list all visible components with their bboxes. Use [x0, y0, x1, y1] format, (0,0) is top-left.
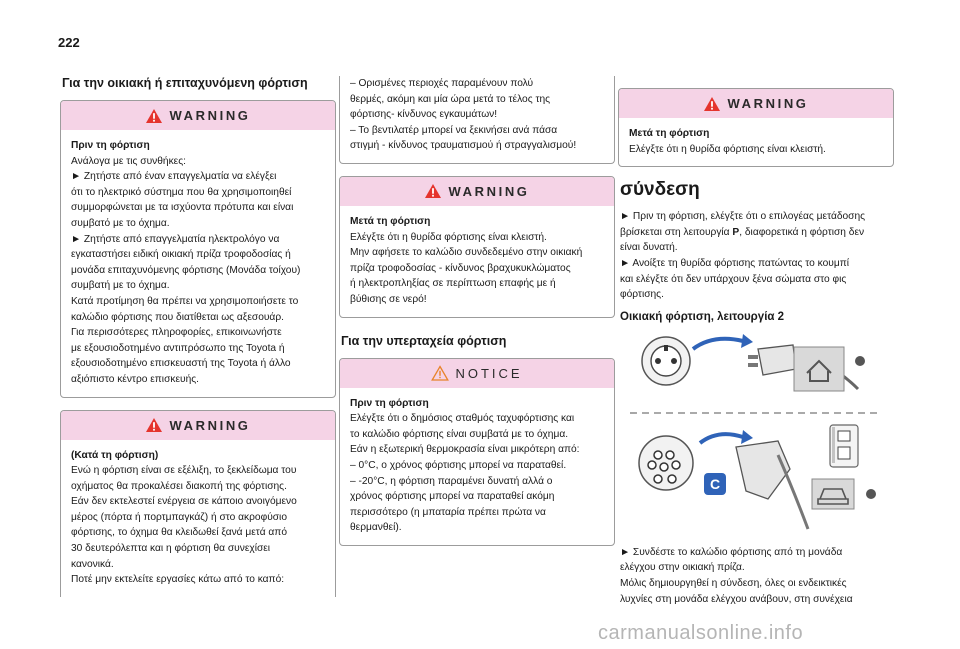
text-fragment: βρίσκεται στη λειτουργία [620, 226, 730, 238]
text-line: θερμές, ακόμη και μία ώρα μετά το τέλος της [350, 93, 551, 105]
text-line: φόρτισης. [620, 289, 664, 301]
column-1 [60, 76, 336, 609]
charging-illustration [618, 329, 894, 539]
text-line: Κατά προτίμηση θα πρέπει να χρησιμοποιήσετε το [71, 295, 299, 307]
warning-body [619, 118, 893, 166]
notice-header [340, 359, 614, 388]
watermark: carmanualsonline.info [598, 622, 804, 644]
warning-body [61, 130, 335, 397]
section-title-connection: σύνδεση [620, 179, 700, 201]
text-line: Ελέγξτε ότι η θυρίδα φόρτισης είναι κλειστή. [629, 143, 826, 155]
text-line: μονάδα επιταχυνόμενης φόρτισης (Μονάδα τοίχου) [71, 264, 301, 276]
text-line: το καλώδιο φόρτισης είναι συμβατά με το όχημα. [350, 428, 569, 440]
warning-body [61, 440, 335, 597]
warning-box-before-charging [60, 100, 336, 398]
text-line: στιγμή - κίνδυνος τραυματισμού ή στραγγαλισμού! [350, 140, 577, 152]
text-line: περισσότερο (η μπαταρία πρέπει πρώτα να [350, 506, 546, 518]
charging-diagram-svg [618, 329, 894, 539]
warning-header [340, 177, 614, 206]
warning-header [61, 411, 335, 440]
text-line: Μην αφήσετε το καλώδιο συνδεδεμένο στην οικιακή [350, 247, 583, 259]
text-line: αξιόπιστο κέντρο επισκευής. [71, 373, 199, 385]
text-line: λυχνίες στη μονάδα ελέγχου ανάβουν, στη συνέχεια [620, 593, 853, 605]
text-line: ή ηλεκτροπληξίας σε περίπτωση επαφής με ή [350, 278, 556, 290]
control-unit-icon [830, 425, 858, 467]
warning-title: (Κατά τη φόρτιση) [71, 449, 159, 461]
charging-gun-icon [736, 441, 808, 529]
text-line: οχήματος θα προκαλέσει διακοπή της φόρτισης. [71, 480, 287, 492]
text-line: χρόνος φόρτισης μπορεί να παραταθεί ακόμη [350, 491, 555, 503]
text-line: ► Συνδέστε το καλώδιο φόρτισης από τη μονάδα [620, 546, 843, 558]
arrow-icon [693, 339, 743, 349]
warning-box-during-charging [60, 410, 336, 597]
figure-label: C [709, 475, 721, 492]
text-line: συμμορφώνεται με τα ισχύοντα πρότυπα και είναι [71, 202, 294, 214]
arrow-head-icon [741, 334, 753, 348]
text-line: και ελέγξτε ότι δεν υπάρχουν ξένα σώματα στο φις [620, 273, 847, 285]
text-line: κανονικά. [71, 558, 114, 570]
home-icon [794, 347, 844, 391]
connection-steps [618, 545, 894, 607]
warning-title: Μετά τη φόρτιση [350, 215, 431, 227]
warning-title: Μετά τη φόρτιση [629, 128, 710, 139]
car-icon [812, 479, 854, 509]
warning-title: Πριν τη φόρτιση [71, 140, 150, 151]
warning-body [340, 206, 614, 317]
text-line: Ενώ η φόρτιση είναι σε εξέλιξη, το ξεκλείδωμα του [71, 465, 297, 477]
text-line: Για περισσότερες πληροφορίες, επικοινωνήστε [71, 327, 282, 339]
indicator-dot-icon [866, 489, 876, 499]
section-title-fast-charging: Για την υπερταχεία φόρτιση [341, 333, 507, 348]
text-line: – -20°C, η φόρτιση παραμένει δυνατή αλλά ο [350, 475, 553, 487]
text-fragment: , διαφορετικά η φόρτιση δεν [739, 226, 865, 238]
arrow-head-icon [741, 430, 753, 444]
indicator-dot-icon [855, 356, 865, 366]
warning-label: WARNING [169, 417, 251, 433]
text-line: μέρος (πόρτα ή πορτμπαγκάζ) ή στο ακροφύσιο [71, 511, 287, 523]
text-line: είναι δυνατή. [620, 242, 678, 254]
text-line: ελέγχου στην οικιακή πρίζα. [620, 562, 745, 574]
notice-triangle-icon [431, 365, 449, 381]
text-line [620, 225, 894, 241]
warning-triangle-icon [703, 96, 721, 112]
text-line: φόρτισης, το όχημα θα κλειδωθεί ξανά μετά από [71, 527, 287, 539]
warning-header [61, 101, 335, 130]
text-line: καλώδιο φόρτισης που διατίθεται ως αξεσουάρ. [71, 311, 284, 323]
text-line: – 0°C, ο χρόνος φόρτισης μπορεί να παραταθεί. [350, 459, 567, 471]
column-3 [618, 88, 894, 607]
section-title-home-charging: Για την οικιακή ή επιταχυνόμενη φόρτιση [62, 76, 308, 90]
text-line: ► Ανοίξτε τη θυρίδα φόρτισης πατώντας το κουμπί [620, 257, 850, 269]
text-line: εξουσιοδοτημένο επισκευαστή της Toyota ή άλλο [71, 358, 291, 370]
notice-title: Πριν τη φόρτιση [350, 397, 429, 409]
text-line: Ποτέ μην εκτελείτε εργασίες κάτω από το καπό: [71, 574, 285, 586]
warning-body [340, 76, 614, 163]
text-line: 30 δευτερόλεπτα και η φόρτιση θα συνεχίσει [71, 543, 271, 555]
column-2 [339, 76, 615, 558]
warning-triangle-icon [424, 183, 442, 199]
page-number: 222 [58, 35, 80, 50]
text-line: Ανάλογα με τις συνθήκες: [71, 155, 186, 167]
warning-label: WARNING [727, 96, 809, 111]
text-line: Εάν δεν εκτελεστεί ενέργεια σε κάποιο ανοιγόμενο [71, 496, 297, 508]
warning-box-after-charging-2 [618, 88, 894, 167]
text-line: – Ορισμένες περιοχές παραμένουν πολύ [350, 78, 534, 89]
sub-title-mode-2: Οικιακή φόρτιση, λειτουργία 2 [620, 310, 785, 323]
warning-header [619, 89, 893, 118]
warning-box-after-charging [339, 176, 615, 318]
warning-label: WARNING [169, 108, 251, 123]
text-line: συμβατή με το όχημα. [71, 280, 170, 292]
notice-box-before-charging [339, 358, 615, 546]
ccs-socket-icon [639, 436, 693, 490]
text-line: ► Ζητήστε από επαγγελματία ηλεκτρολόγο να [71, 233, 280, 245]
text-line: Ελέγξτε ότι η θυρίδα φόρτισης είναι κλειστή. [350, 231, 547, 243]
text-line: ► Ζητήστε από έναν επαγγελματία να ελέγξει [71, 171, 277, 183]
connection-intro [618, 209, 894, 303]
notice-body [340, 388, 614, 545]
text-line: θερμανθεί). [350, 522, 402, 534]
text-line: με εξουσιοδοτημένο αντιπρόσωπο της Toyota ή [71, 342, 285, 354]
arrow-icon [700, 434, 743, 443]
warning-label: WARNING [448, 183, 530, 199]
figure-label-c-badge [704, 473, 726, 495]
notice-label: NOTICE [455, 365, 523, 381]
text-line: πρίζα τροφοδοσίας - κίνδυνος βραχυκυκλώματος [350, 262, 571, 274]
text-line: Μόλις δημιουργηθεί η σύνδεση, όλες οι ενδεικτικές [620, 577, 847, 589]
text-line: ► Πριν τη φόρτιση, ελέγξτε ότι ο επιλογέας μετάδοσης [620, 211, 866, 223]
gear-p-label: P [732, 226, 740, 238]
text-line: συμβατό με το όχημα. [71, 217, 170, 229]
text-line: φόρτισης- κίνδυνος εγκαυμάτων! [350, 109, 498, 121]
text-line: εγκαταστήσει ειδική οικιακή πρίζα τροφοδοσίας ή [71, 249, 291, 261]
text-line: ότι το ηλεκτρικό σύστημα που θα χρησιμοποιηθεί [71, 186, 292, 198]
warning-box-continued [339, 76, 615, 164]
text-line: βύθισης σε νερό! [350, 293, 427, 305]
warning-triangle-icon [145, 417, 163, 433]
text-line: Ελέγξτε ότι ο δημόσιος σταθμός ταχυφόρτισης και [350, 413, 575, 425]
text-line: – Το βεντιλατέρ μπορεί να ξεκινήσει ανά πάσα [350, 124, 558, 136]
warning-triangle-icon [145, 108, 163, 124]
domestic-socket-icon [642, 337, 690, 385]
text-line: Εάν η εξωτερική θερμοκρασία είναι μικρότερη από: [350, 444, 580, 456]
